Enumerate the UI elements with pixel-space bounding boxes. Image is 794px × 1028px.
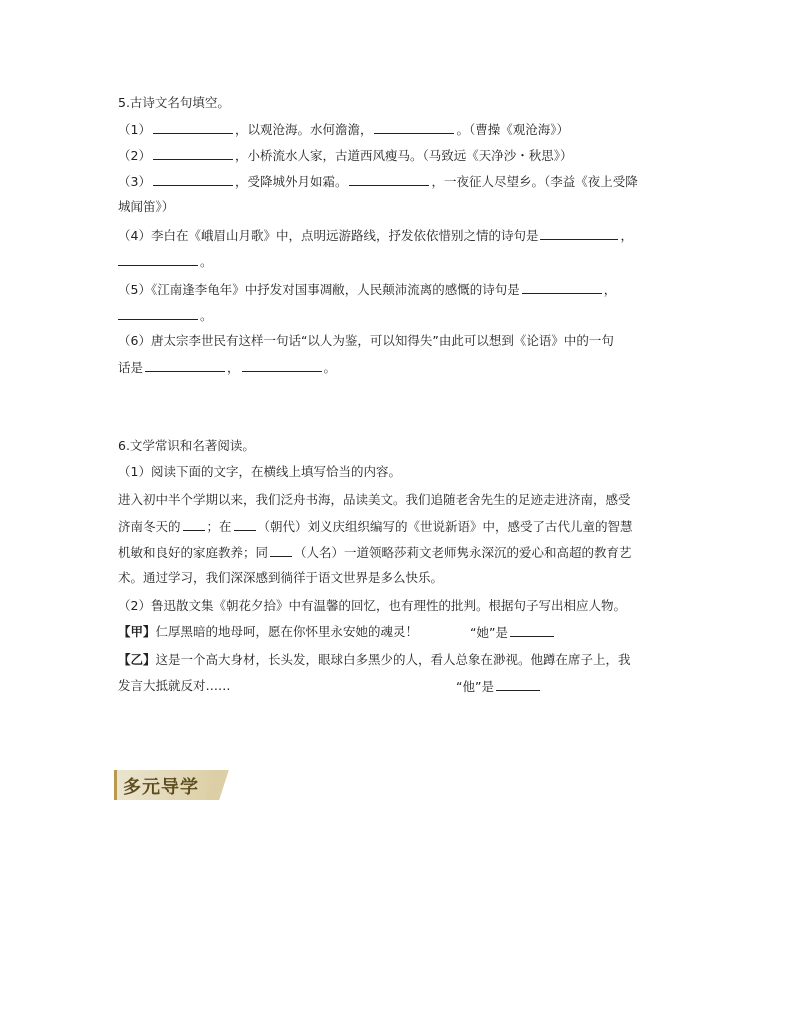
q5-line-5: （5）《江南逢李龟年》中抒发对国事凋敝，人民颠沛流离的感慨的诗句是 ， bbox=[118, 282, 617, 297]
q6-yi-line: 【乙】这是一个高大身材，长头发，眼球白多黑少的人，看人总象在渺视。他蹲在席子上，我 bbox=[118, 652, 631, 667]
answer-blank[interactable] bbox=[118, 252, 198, 266]
answer-blank[interactable] bbox=[118, 306, 198, 320]
q6-part2-prompt: （2）鲁迅散文集《朝花夕拾》中有温馨的回忆，也有理性的批判。根据句子写出相应人物。 bbox=[118, 598, 626, 613]
q6-yi-line-cont: 发言大抵就反对…… “他”是 bbox=[118, 677, 678, 695]
q6-title: 6.文学常识和名著阅读。 bbox=[118, 438, 255, 453]
answer-blank[interactable] bbox=[522, 280, 602, 294]
answer-blank[interactable] bbox=[153, 146, 233, 160]
answer-blank[interactable] bbox=[234, 517, 256, 531]
q5-line-6-cont: 话是 ， 。 bbox=[118, 360, 337, 375]
answer-blank[interactable] bbox=[153, 172, 233, 186]
q6-passage-line-1: 进入初中半个学期以来，我们泛舟书海，品读美文。我们追随老舍先生的足迹走进济南，感受 bbox=[118, 492, 631, 507]
section-banner-label: 多元导学 bbox=[123, 777, 199, 798]
answer-blank[interactable] bbox=[153, 120, 233, 134]
q5-title: 5.古诗文名句填空。 bbox=[118, 95, 230, 110]
q6-passage-line-4: 术。通过学习，我们深深感到徜徉于语文世界是多么快乐。 bbox=[118, 570, 444, 585]
section-banner bbox=[114, 770, 217, 800]
q5-line-4-cont: 。 bbox=[118, 252, 678, 271]
banner-tail-decoration bbox=[205, 770, 229, 800]
q6-passage-line-3: 机敏和良好的家庭教养；同 （人名）一道领略莎莉文老师隽永深沉的爱心和高超的教育艺 bbox=[118, 545, 632, 560]
q5-line-3: （3） ，受降城外月如霜。 ，一夜征人尽望乡。（李益《夜上受降 bbox=[118, 174, 638, 189]
q5-line-4: （4）李白在《峨眉山月歌》中，点明远游路线，抒发依依惜别之情的诗句是 ， bbox=[118, 228, 633, 243]
q5-line-2: （2） ，小桥流水人家，古道西风瘦马。（马致远《天净沙・秋思》） bbox=[118, 148, 573, 163]
q6-jia-line: 【甲】仁厚黑暗的地母呵，愿在你怀里永安她的魂灵！ “她”是 bbox=[118, 623, 678, 641]
q5-line-1: （1） ，以观沧海。水何澹澹， 。（曹操《观沧海》） bbox=[118, 122, 569, 137]
answer-blank[interactable] bbox=[183, 517, 205, 531]
answer-blank[interactable] bbox=[496, 677, 540, 691]
q6-part1-prompt: （1）阅读下面的文字，在横线上填写恰当的内容。 bbox=[118, 464, 401, 479]
q5-line-3-cont: 城闻笛》） bbox=[118, 199, 175, 214]
answer-blank[interactable] bbox=[540, 226, 618, 240]
q6-passage-line-2: 济南冬天的 ；在 （朝代）刘义庆组织编写的《世说新语》中，感受了古代儿童的智慧 bbox=[118, 519, 633, 534]
answer-blank[interactable] bbox=[270, 543, 292, 557]
answer-blank[interactable] bbox=[242, 358, 322, 372]
q5-line-6: （6）唐太宗李世民有这样一句话“以人为鉴，可以知得失”由此可以想到《论语》中的一句 bbox=[118, 333, 614, 348]
answer-blank[interactable] bbox=[349, 172, 429, 186]
q5-line-5-cont: 。 bbox=[118, 306, 678, 325]
answer-blank[interactable] bbox=[510, 623, 554, 637]
answer-blank[interactable] bbox=[374, 120, 454, 134]
answer-blank[interactable] bbox=[145, 358, 225, 372]
